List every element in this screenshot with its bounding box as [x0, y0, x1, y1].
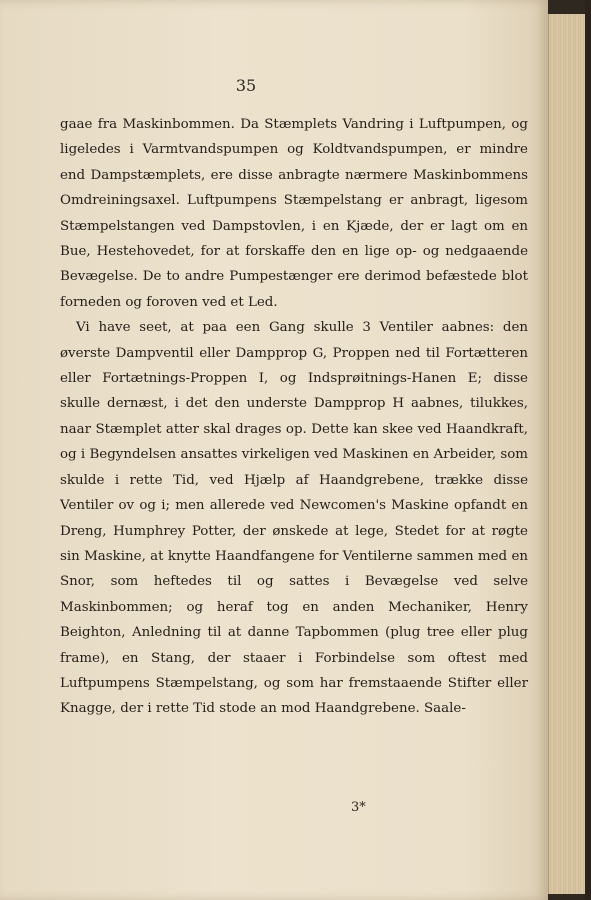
- book-spine: [585, 0, 591, 900]
- page-edges: [548, 14, 586, 894]
- signature-mark: 3*: [351, 800, 366, 815]
- page-number: 35: [235, 76, 257, 95]
- text-block: [60, 112, 528, 722]
- paragraph-2: Vi have seet, at paa een Gang skulle 3 Ventiler aabnes: den øverste Dampventil eller Dampprop G, Proppen ned til Fortætteren eller Fortætnings-Proppen I, og Indsprøitnings-Hanen E; disse skulle dernæst, i det den underste Dampprop H aabnes, tilukkes, naar Stæmplet atter skal drages op. Dette kan skee ved Haandkraft, og i Begyndelsen ansattes virkeligen ved Maskinen en Arbeider, som skulde i rette Tid, ved Hjælp af Haandgrebene, trække disse Ventiler ov og i; men allerede ved Newcomen's Maskine opfandt en Dreng, Humphrey Potter, der ønskede at lege, Stedet for at røgte sin Maskine, at knytte Haandfangene for Ventilerne sammen med en Snor, som heftedes til og sattes i Bevægelse ved selve Maskinbommen; og heraf tog en anden Mechaniker, Henry Beighton, Anledning til at danne Tapbommen (plug tree eller plug frame), en Stang, der staaer i Forbindelse som oftest med Luftpumpens Stæmpelstang, og som har fremstaaende Stifter eller Knagge, der i rette Tid stode an mod Haandgrebene. Saale-: [60, 320, 528, 717]
- paragraph-1: gaae fra Maskinbommen. Da Stæmplets Vandring i Luftpumpen, og ligeledes i Varmtvandspumpen og Koldtvandspumpen, er mindre end Dampstæmplets, ere disse anbragte nærmere Maskinbommens Omdreiningsaxel. Luftpumpens Stæmpelstang er anbragt, ligesom Stæmpelstangen ved Dampstovlen, i en Kjæde, der er lagt om en Bue, Hestehovedet, for at forskaffe den en lige op- og nedgaaende Bevægelse. De to andre Pumpestænger ere derimod befæstede blot forneden og foroven ved et Led.: [60, 117, 528, 310]
